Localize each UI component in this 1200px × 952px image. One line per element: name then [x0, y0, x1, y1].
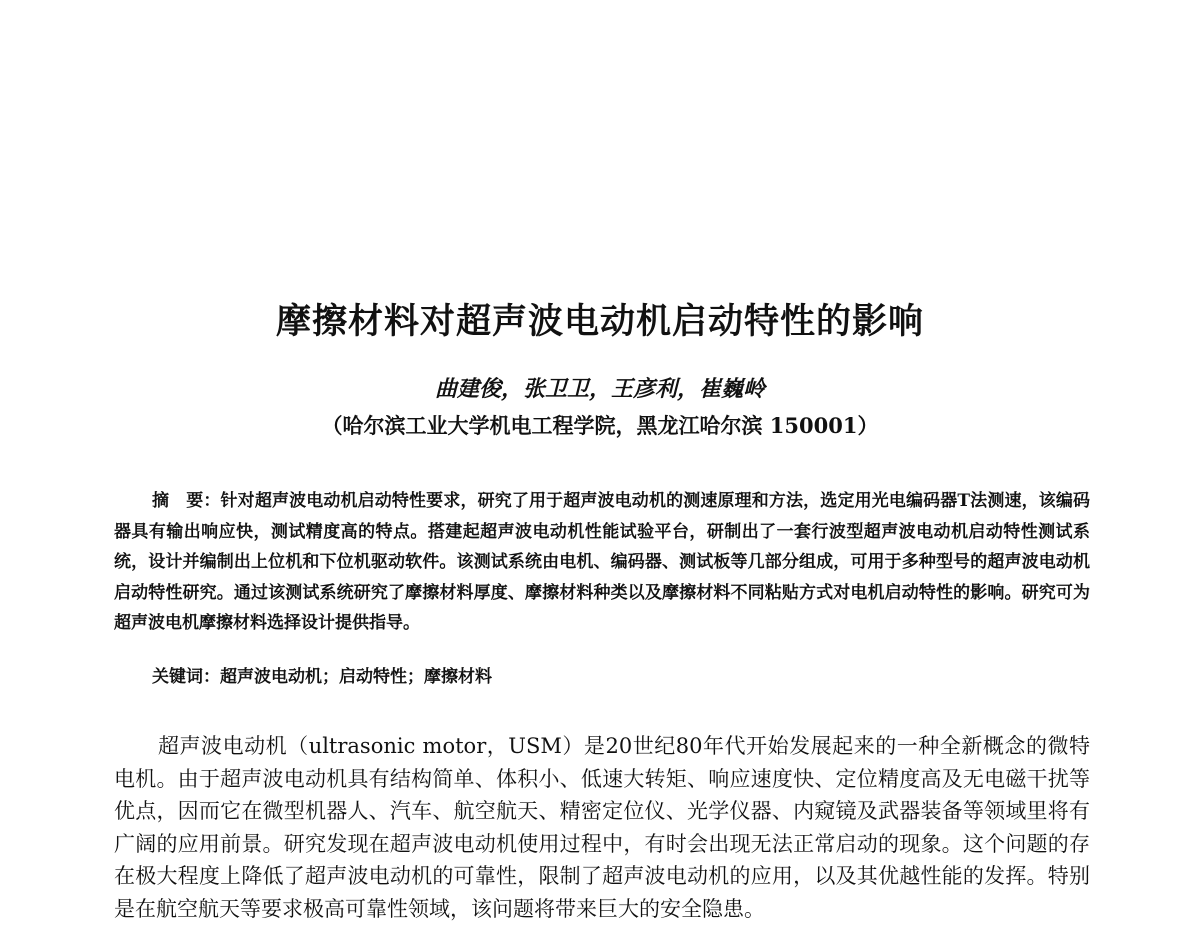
keywords-text: 超声波电动机；启动特性；摩擦材料 — [220, 667, 492, 687]
keywords-label: 关键词： — [152, 667, 220, 687]
paper-title: 摩擦材料对超声波电动机启动特性的影响 — [275, 302, 924, 342]
body-paragraph: 超声波电动机（ultrasonic motor，USM）是20世纪80年代开始发展起来的一种全新概念的微特电机。由于超声波电动机具有结构简单、体积小、低速大转矩、响应速度快、定位精度高及无电磁干扰等优点，因而它在微型机器人、汽车、航空航天、精密定位仪、光学仪器、内窥镜及武器装备等领域里将有广阔的应用前景。研究发现在超声波电动机使用过程中，有时会出现无法正常启动的现象。这个问题的存在极大程度上降低了超声波电动机的可靠性，限制了超声波电动机的应用，以及其优越性能的发挥。特别是在航空航天等要求极高可靠性领域，该问题将带来巨大的安全隐患。 — [114, 734, 1090, 921]
abstract-block — [114, 486, 1090, 639]
abstract-label: 摘 要： — [152, 491, 221, 511]
abstract-text: 针对超声波电动机启动特性要求，研究了用于超声波电动机的测速原理和方法，选定用光电编码器T法测速，该编码器具有输出响应快，测试精度高的特点。搭建起超声波电动机性能试验平台，研制出了一套行波型超声波电动机启动特性测试系统，设计并编制出上位机和下位机驱动软件。该测试系统由电机、编码器、测试板等几部分组成，可用于多种型号的超声波电动机启动特性研究。通过该测试系统研究了摩擦材料厚度、摩擦材料种类以及摩擦材料不同粘贴方式对电机启动特性的影响。研究可为超声波电机摩擦材料选择设计提供指导。 — [114, 491, 1090, 633]
author-list: 曲建俊，张卫卫，王彦利，崔巍岭 — [434, 376, 765, 402]
author-affiliation: （哈尔滨工业大学机电工程学院，黑龙江哈尔滨 150001） — [321, 413, 879, 438]
keywords-block — [152, 662, 1090, 692]
